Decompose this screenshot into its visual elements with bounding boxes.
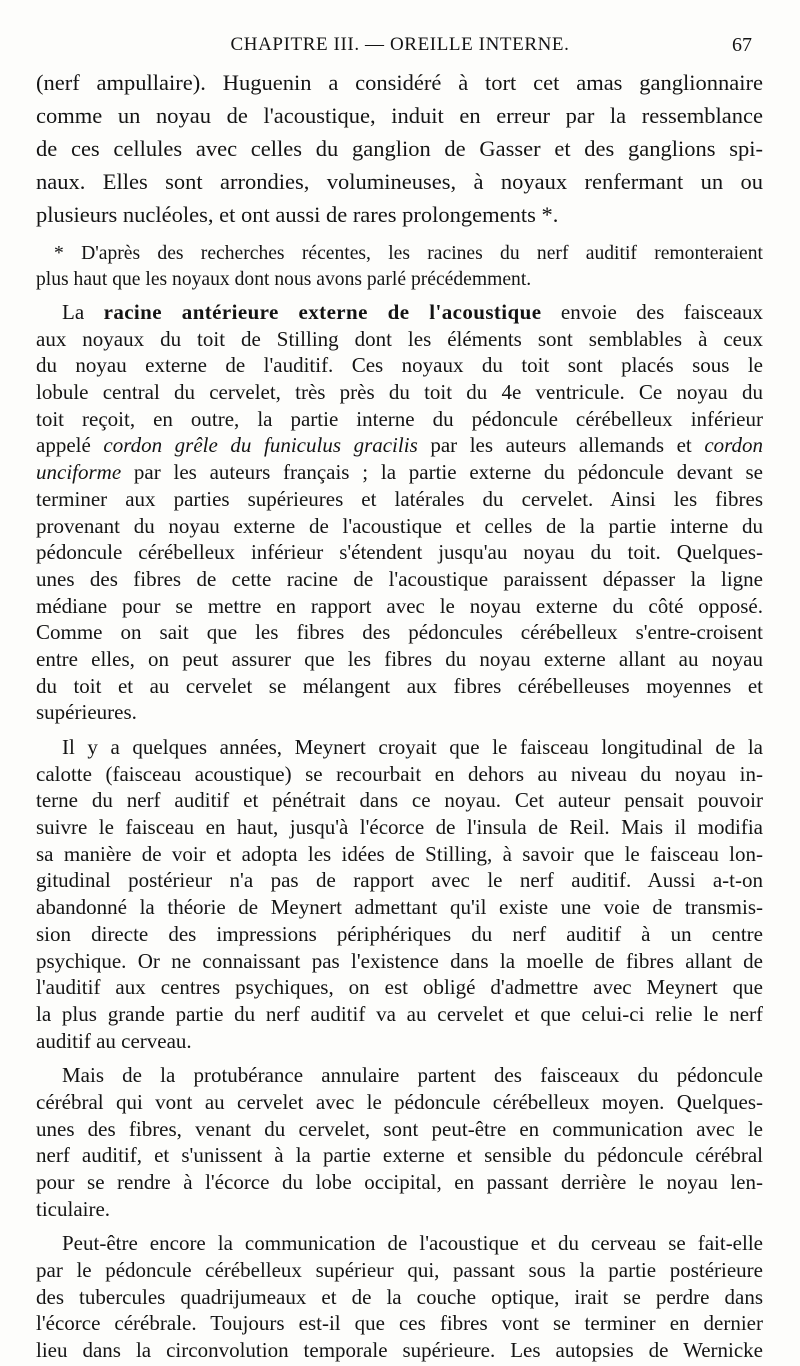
text-line: des tubercules quadrijumeaux et de la couche optique, irait se perdre dans — [36, 1284, 763, 1309]
bold-term: racine antérieure externe de l'acoustique — [103, 300, 542, 324]
text-line: du noyau externe de l'auditif. Ces noyaux du toit sont placés sous le — [36, 353, 763, 378]
text-line: Il y a quelques années, Meynert croyait que le faisceau longitudinal de la — [62, 735, 763, 759]
text-line: sa manière de voir et adopta les idées de Stilling, à savoir que le faisceau lon- — [36, 841, 763, 866]
text-line: pédoncule cérébelleux inférieur s'étendent jusqu'au noyau du toit. Quelques- — [36, 540, 763, 565]
text-line: médiane pour se mettre en rapport avec le noyau externe du côté opposé. — [36, 593, 763, 618]
italic-term: cordon — [704, 433, 764, 458]
text-line: lobule central du cervelet, très près du toit du 4e ventricule. Ce noyau du — [36, 380, 763, 405]
text-line: terne du nerf auditif et pénétrait dans ce noyau. Cet auteur pensait pouvoir — [36, 788, 763, 813]
text-line: sion directe des impressions périphériques du nerf auditif à un centre — [36, 921, 763, 946]
text-line: l'écorce cérébrale. Toujours est-il que ces fibres vont se terminer en dernier — [36, 1311, 763, 1336]
text-line: comme un noyau de l'acoustique, induit en erreur par la ressemblance — [36, 103, 763, 128]
text-line: plusieurs nucléoles, et ont aussi de rares prolongements *. — [36, 202, 559, 227]
text-line — [36, 299, 763, 326]
footnote-line: plus haut que les noyaux dont nous avons parlé précédemment. — [36, 269, 532, 290]
text-line: nerf auditif, et s'unissent à la partie externe et sensible du pédoncule cérébral — [36, 1143, 763, 1168]
text-run: La — [62, 300, 104, 324]
text-line: auditif au cerveau. — [36, 1028, 192, 1053]
text-line: ticulaire. — [36, 1196, 111, 1221]
running-title: CHAPITRE III. — OREILLE INTERNE. — [230, 34, 570, 55]
text-line: entre elles, on peut assurer que les fibres du noyau externe allant au noyau — [36, 646, 763, 671]
text-line: abandonné la théorie de Meynert admettant qu'il existe une voie de transmis- — [36, 895, 763, 920]
paragraph-4 — [36, 1062, 763, 1222]
text-run: appelé — [36, 433, 104, 458]
text-line: calotte (faisceau acoustique) se recourbait en dehors au niveau du noyau in- — [36, 761, 763, 786]
text-line: cérébral qui vont au cervelet avec le pédoncule cérébelleux moyen. Quelques- — [36, 1089, 763, 1114]
text-line: l'auditif aux centres psychiques, on est obligé d'admettre avec Meynert que — [36, 975, 763, 1000]
text-line: provenant du noyau externe de l'acoustique et celles de la partie interne du — [36, 513, 763, 538]
text-line — [36, 459, 763, 486]
page-header — [36, 28, 764, 62]
text-line: unes des fibres de cette racine de l'acoustique paraissent dépasser la ligne — [36, 566, 763, 591]
text-line: pour se rendre à l'écorce du lobe occipital, en passant derrière le noyau len- — [36, 1170, 763, 1194]
text-line: terminer aux parties supérieures et latérales du cervelet. Ainsi les fibres — [36, 486, 763, 511]
text-run: envoie des faisceaux — [541, 300, 763, 324]
text-line: du toit et au cervelet se mélangent aux fibres cérébelleuses moyennes et — [36, 673, 763, 698]
page-number: 67 — [732, 34, 752, 56]
text-line: Comme on sait que les fibres des pédoncules cérébelleux s'entre-croisent — [36, 620, 763, 645]
text-run: par les auteurs français ; la partie externe du pédoncule devant se — [121, 460, 763, 485]
text-line: (nerf ampullaire). Huguenin a considéré à tort cet amas ganglionnaire — [36, 70, 763, 95]
text-line: suivre le faisceau en haut, jusqu'à l'écorce de l'insula de Reil. Mais il modifia — [36, 815, 763, 840]
text-line: Mais de la protubérance annulaire partent des faisceaux du pédoncule — [62, 1063, 763, 1088]
text-line: Peut-être encore la communication de l'acoustique et du cerveau se fait-elle — [62, 1231, 763, 1256]
text-line — [36, 432, 763, 459]
text-line: par le pédoncule cérébelleux supérieur qui, passant sous la partie postérieure — [36, 1258, 763, 1283]
text-line: la plus grande partie du nerf auditif va au cervelet et que celui-ci relie le nerf — [36, 1001, 763, 1026]
text-line: lieu dans la circonvolution temporale supérieure. Les autopsies de Wernicke — [36, 1338, 763, 1363]
paragraph-3 — [36, 734, 763, 1054]
text-line: supérieures. — [36, 700, 137, 725]
text-line: psychique. Or ne connaissant pas l'existence dans la moelle de fibres allant de — [36, 948, 763, 973]
footnote — [36, 241, 763, 293]
paragraph-gap — [36, 1054, 763, 1062]
text-line: de ces cellules avec celles du ganglion de Gasser et des ganglions spi- — [36, 136, 763, 161]
text-line: naux. Elles sont arrondies, volumineuses, à noyaux renfermant un ou — [36, 169, 763, 194]
text-line: aux noyaux du toit de Stilling dont les éléments sont semblables à ceux — [36, 326, 763, 351]
paragraph-5 — [36, 1230, 763, 1363]
paragraph-1 — [36, 66, 763, 231]
paragraph-gap — [36, 1222, 763, 1230]
italic-term: cordon grêle du funiculus gracilis — [103, 433, 418, 458]
body-text — [36, 66, 763, 1364]
italic-term: unciforme — [36, 460, 122, 485]
text-line: gitudinal postérieur n'a pas de rapport avec le nerf auditif. Aussi a-t-on — [36, 868, 763, 893]
text-line: unes des fibres, venant du cervelet, sont peut-être en communication avec le — [36, 1116, 763, 1141]
footnote-line: * D'après des recherches récentes, les racines du nerf auditif remonteraient — [54, 243, 763, 264]
text-line: toit reçoit, en outre, la partie interne du pédoncule cérébelleux inférieur — [36, 406, 763, 431]
paragraph-2 — [36, 299, 763, 726]
text-run: par les auteurs allemands et — [417, 433, 705, 458]
paragraph-gap — [36, 726, 763, 734]
